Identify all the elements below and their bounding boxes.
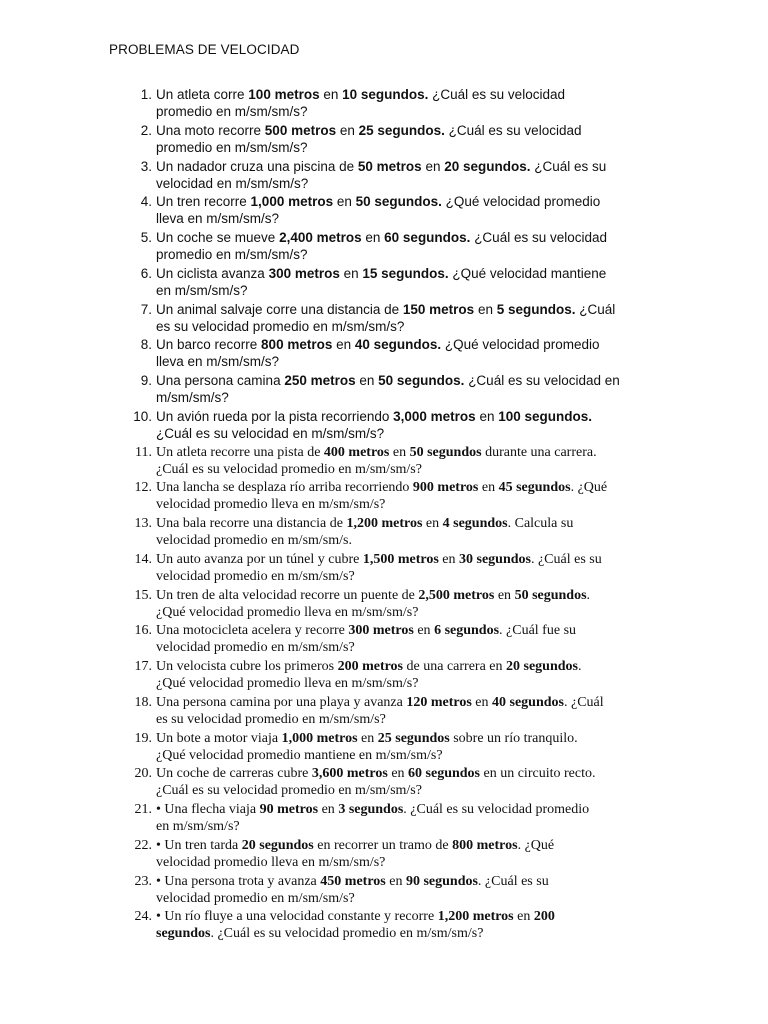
problem-text-line [156,622,576,639]
problem-text: ¿Cuál es su [530,158,607,174]
bold-quantity: 50 metros [357,158,422,174]
problem-text: ¿Cuál es su velocidad en m/sm/sm/s? [156,425,385,441]
problem-text: en [339,265,363,281]
problem-text-line [156,389,229,406]
problem-number: 9. [140,373,152,388]
problem-text-line [156,873,549,890]
problem-text: ¿Qué velocidad promedio mantiene en m/sm/sm/s? [156,747,443,763]
problem-text-line [156,193,600,210]
problem-text: en recorrer un tramo de [313,837,453,853]
problem-text: ¿Qué velocidad promedio lleva en m/sm/sm/s? [156,676,419,691]
problem-text: Una motocicleta acelera y recorre [156,623,349,639]
problem-text-line [156,336,600,353]
bold-quantity: 40 segundos [492,694,564,710]
problem-text: Un nadador cruza una piscina de [156,158,358,174]
bold-quantity: 3,000 metros [393,408,476,424]
problem-text: en [385,873,406,889]
problem-number: 5. [140,230,152,245]
bold-quantity: 450 metros [320,873,386,889]
bold-quantity: 20 segundos [241,837,314,853]
bold-quantity: 60 segundos. [384,230,471,245]
problem-text: velocidad promedio en m/sm/sm/s? [156,640,355,656]
problem-text: ¿Cuál [575,301,616,317]
problem-text-line [156,139,308,156]
problem-text: ¿Qué velocidad mantiene [448,265,607,281]
problem-number: 18. [134,694,152,710]
problem-text-line [156,782,422,799]
bold-quantity: 2,500 metros [418,587,495,603]
bold-quantity: 25 segundos. [358,122,445,138]
problem-text-line [156,551,602,568]
bold-quantity: 90 metros [259,802,319,817]
problem-text: . ¿Cuál es su velocidad promedio [403,802,590,817]
problem-number: 14. [134,551,152,567]
problem-text: . ¿Cuál es su [477,873,549,889]
problem-text-line [156,908,555,925]
bold-quantity: 1,200 metros [346,516,423,531]
problem-text: Un atleta recorre una pista de [156,444,324,460]
problem-text: de una carrera en [403,659,506,674]
problem-text-line [156,301,615,318]
bold-quantity: 500 metros [264,122,337,138]
problem-text: Una persona camina [156,373,285,388]
problem-number: 3. [140,158,152,174]
bold-quantity: 250 metros [284,373,356,388]
problem-number: 1. [140,87,152,102]
problem-text-line [156,711,386,728]
problem-text: • Un río fluye a una velocidad constante y recorre [156,909,438,925]
bold-quantity: 200 metros [337,659,404,674]
problem-number: 8. [140,337,152,353]
problem-number: 11. [135,444,152,460]
bold-quantity: 800 metros [261,337,333,353]
bold-quantity: 25 segundos [377,730,450,746]
problem-text-line [156,444,597,461]
bold-quantity: 150 metros [402,301,475,317]
problem-text: en [333,194,356,210]
problem-number: 13. [134,516,152,531]
problem-text: ¿Cuál es su velocidad [470,230,608,245]
problem-text-line [156,353,279,370]
problem-number: 7. [140,301,152,317]
problem-text: . [586,587,591,603]
problem-text: en [319,87,343,102]
problem-text: m/sm/sm/s? [156,390,229,405]
problem-text: en [332,337,355,353]
bold-quantity: 1,500 metros [362,551,439,567]
problem-text: en [471,694,493,710]
problem-text: ¿Cuál es su velocidad promedio en m/sm/sm/s? [156,461,422,477]
problem-text-line [156,479,607,496]
bold-quantity: segundos [156,926,211,942]
problem-text: ¿Qué velocidad promedio [441,194,601,210]
problem-text: Un coche se mueve [156,230,280,245]
problem-text: sobre un río tranquilo. [449,730,578,746]
problem-text-line [156,210,279,227]
bold-quantity: 30 segundos [459,551,531,567]
problem-text: . ¿Cuál es su velocidad promedio en m/sm/sm/s? [210,926,484,942]
problem-text: Un coche de carreras cubre [156,766,312,782]
problem-text: ¿Qué velocidad promedio lleva en m/sm/sm/s? [156,604,419,620]
bold-quantity: 50 segundos. [355,194,442,210]
problem-text: en [413,623,435,639]
problem-text: en m/sm/sm/s? [156,282,248,298]
problem-text: durante una carrera. [481,444,597,460]
problem-text-line [156,801,589,818]
problem-text-line [156,318,404,335]
bold-quantity: 1,200 metros [437,909,514,925]
bold-quantity: 300 metros [268,265,340,281]
bold-quantity: 100 segundos. [498,408,593,424]
bold-quantity: 2,400 metros [279,230,362,245]
bold-quantity: 900 metros [412,480,479,496]
problem-text: en [421,158,445,174]
problem-text: Una bala recorre una distancia de [156,516,347,531]
problem-text: . ¿Cuál es su [530,551,602,567]
problem-text: velocidad en m/sm/sm/s? [156,175,309,191]
problem-text: en [336,122,359,138]
problem-text-line [156,408,592,425]
problem-text: promedio en m/sm/sm/s? [156,104,308,119]
bold-quantity: 1,000 metros [250,194,334,210]
problem-text: Un atleta corre [156,87,249,102]
problem-text-line [156,515,573,532]
problem-number: 19. [134,730,152,746]
problem-text-line [156,372,620,389]
problem-text: ¿Cuál es su velocidad [428,87,565,102]
bold-quantity: 400 metros [323,444,390,460]
problem-text-line [156,122,581,139]
problem-number: 22. [134,837,152,853]
problem-text: . ¿Cuál fue su [499,623,577,639]
bold-quantity: 50 segundos [409,444,482,460]
problem-text-line [156,158,606,175]
bold-quantity: 300 metros [348,623,414,639]
problem-text: ¿Cuál es su velocidad [444,122,582,138]
problem-text: ¿Cuál es su velocidad en [464,373,620,388]
problem-number: 17. [134,659,152,674]
problem-text: en [389,444,410,460]
problem-text-line [156,425,384,442]
problem-text: en m/sm/sm/s? [156,819,240,834]
problem-text: Un tren de alta velocidad recorre un puente de [156,587,419,603]
problem-text: velocidad promedio lleva en m/sm/sm/s? [156,854,386,870]
problem-text: Una lancha se desplaza río arriba recorriendo [156,480,413,496]
bold-quantity: 200 [533,909,555,925]
problem-text-line [156,175,308,192]
problem-text: Un avión rueda por la pista recorriendo [156,408,394,424]
problem-text-line [156,103,308,120]
problem-number: 23. [134,873,152,889]
problem-number: 2. [140,122,152,138]
bold-quantity: 15 segundos. [362,265,449,281]
problem-text: . Calcula su [507,516,574,531]
problem-text: velocidad promedio lleva en m/sm/sm/s? [156,497,386,513]
problem-text-line [156,246,308,263]
problem-text-line [156,639,355,656]
problem-text: en [494,587,515,603]
bold-quantity: 20 segundos. [444,158,531,174]
problem-text-line [156,265,606,282]
bold-quantity: 20 segundos [506,659,578,674]
bold-quantity: 120 metros [406,694,472,710]
problem-number: 21. [134,802,152,817]
problem-text: en [387,766,409,782]
problem-text: Un ciclista avanza [156,265,269,281]
problem-number: 24. [134,909,152,925]
problem-text: Un velocista cubre los primeros [156,659,338,674]
problem-text: es su velocidad promedio en m/sm/sm/s? [156,318,405,334]
problem-text: . [577,659,582,674]
problem-text-line [156,282,248,299]
problem-text: promedio en m/sm/sm/s? [156,139,308,155]
problem-text: en [474,301,497,317]
bold-quantity: 90 segundos [405,873,478,889]
bold-quantity: 60 segundos [408,766,480,782]
problem-text: • Un tren tarda [156,837,242,853]
problem-text-line [156,532,352,549]
bold-quantity: 10 segundos. [342,87,429,102]
bold-quantity: 4 segundos [442,516,508,531]
problem-number: 16. [134,623,152,639]
bold-quantity: 800 metros [452,837,518,853]
problem-text: en [361,230,385,245]
problem-text-line [156,229,607,246]
bold-quantity: 50 segundos [514,587,587,603]
problem-text: en [475,408,499,424]
problem-text-line [156,568,355,585]
problem-text: lleva en m/sm/sm/s? [156,211,280,227]
problem-text: Una moto recorre [156,122,265,138]
problem-number: 12. [134,480,152,496]
problem-text: en [422,516,443,531]
problem-text: es su velocidad promedio en m/sm/sm/s? [156,711,386,727]
problem-text: • Una persona trota y avanza [156,873,321,889]
problem-text-line [156,818,240,835]
problem-number: 10. [133,408,152,424]
bold-quantity: 100 metros [248,87,320,102]
problem-text: velocidad promedio en m/sm/sm/s. [156,533,352,548]
bold-quantity: 5 segundos. [496,301,576,317]
bold-quantity: 3 segundos [338,802,404,817]
problem-text: en un circuito recto. [480,766,596,782]
problem-text-line [156,925,483,942]
problem-text-line [156,658,581,675]
problem-text-line [156,461,422,478]
bold-quantity: 6 segundos [434,623,500,639]
problem-text-line [156,496,385,513]
bold-quantity: 50 segundos. [378,373,465,388]
problem-text-line [156,675,418,692]
bold-quantity: 3,600 metros [311,766,388,782]
problem-text-line [156,747,443,764]
problem-number: 20. [134,766,152,782]
problem-text: en [438,551,459,567]
problem-text: en [478,480,499,496]
problem-text: . ¿Qué [517,837,555,853]
problem-text-line [156,587,590,604]
problem-text-line [156,837,554,854]
problem-text-line [156,604,418,621]
bold-quantity: 40 segundos. [354,337,442,353]
page-title: PROBLEMAS DE VELOCIDAD [109,42,300,57]
bold-quantity: 1,000 metros [281,730,358,746]
problem-text: Un auto avanza por un túnel y cubre [156,551,363,567]
problem-text: . ¿Cuál [563,694,604,710]
problem-text-line [156,86,565,103]
problem-text: Un tren recorre [156,194,251,210]
problem-number: 15. [134,587,152,603]
problem-text: en [355,373,379,388]
problem-text: velocidad promedio en m/sm/sm/s? [156,568,355,584]
problem-text: ¿Qué velocidad promedio [441,337,600,353]
problem-text-line [156,730,578,747]
problem-text-line [156,854,385,871]
problem-text: en [513,909,534,925]
problem-text: promedio en m/sm/sm/s? [156,247,308,262]
problem-text: • Una flecha viaja [156,802,260,817]
problem-text: Un animal salvaje corre una distancia de [156,301,403,317]
problem-text-line [156,890,355,907]
problem-text: velocidad promedio en m/sm/sm/s? [156,890,355,906]
problem-number: 4. [140,194,152,210]
problem-text: Un barco recorre [156,337,262,353]
problem-text: ¿Cuál es su velocidad promedio en m/sm/sm/s? [156,783,422,799]
problem-text: lleva en m/sm/sm/s? [156,354,280,370]
problem-text: en [357,730,378,746]
problem-text-line [156,765,595,782]
problem-text: . ¿Qué [570,480,608,496]
problem-text-line [156,694,604,711]
problem-number: 6. [140,265,152,281]
bold-quantity: 45 segundos [498,480,571,496]
problem-text: Una persona camina por una playa y avanza [156,694,407,710]
problem-text: en [318,802,339,817]
problem-text: Un bote a motor viaja [156,730,282,746]
